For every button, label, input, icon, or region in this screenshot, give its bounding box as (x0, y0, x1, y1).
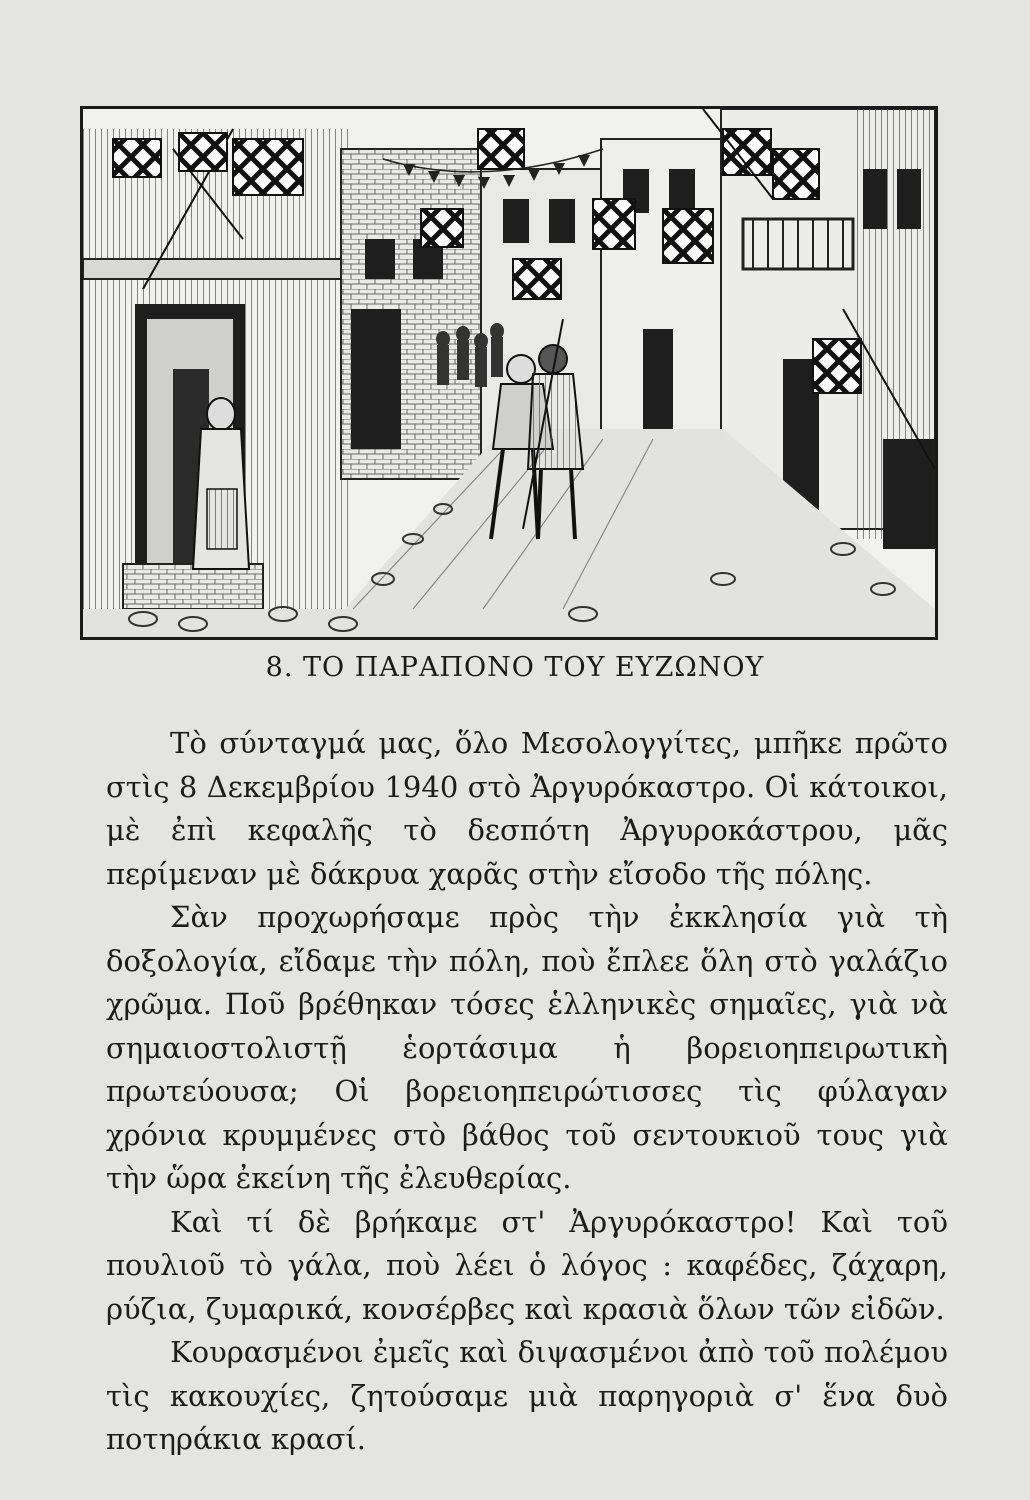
chapter-heading (0, 652, 1030, 683)
chapter-title: ΤΟ ΠΑΡΑΠΟΝΟ ΤΟΥ ΕΥΖΩΝΟΥ (303, 652, 765, 683)
chapter-number: 8. (265, 652, 294, 683)
paragraph-2: Σὰν προχωρήσαμε πρὸς τὴν ἐκκλησία γιὰ τὴ δοξολογία, εἴδαμε τὴν πόλη, ποὺ ἔπλεε ὅλη στὸ γαλάζιο χρῶμα. Ποῦ βρέθηκαν τόσες ἑλληνικὲς σημαῖες, γιὰ νὰ σημαιοστολιστῇ ἑορτάσιμα ἡ βορειοηπειρωτικὴ πρωτεύουσα; Οἱ βορειοηπειρώτισσες τὶς φύλαγαν χρόνια κρυμμένες στὸ βάθος τοῦ σεντουκιοῦ τους γιὰ τὴν ὥρα ἐκείνη τῆς ἐλευθερίας. (106, 900, 948, 1195)
paragraph-4: Κουρασμένοι ἐμεῖς καὶ διψασμένοι ἀπὸ τοῦ πολέμου τὶς κακουχίες, ζητούσαμε μιὰ παρηγοριὰ σ' ἕνα δυὸ ποτηράκια κρασί. (106, 1335, 948, 1456)
illustration (80, 106, 938, 640)
paragraph-3: Καὶ τί δὲ βρήκαμε στ' Ἀργυρόκαστρο! Καὶ τοῦ πουλιοῦ τὸ γάλα, ποὺ λέει ὁ λόγος : καφέδες, ζάχαρη, ρύζια, ζυμαρικά, κονσέρβες καὶ κρασιὰ ὅλων τῶν εἰδῶν. (106, 1204, 948, 1326)
paragraph-1: Τὸ σύνταγμά μας, ὅλο Μεσολογγίτες, μπῆκε πρῶτο στὶς 8 Δεκεμβρίου 1940 στὸ Ἀργυρόκαστρο. Οἱ κάτοικοι, μὲ ἐπὶ κεφαλῆς τὸ δεσπότη Ἀργυροκάστρου, μᾶς περίμεναν μὲ δάκρυα χαρᾶς στὴν εἴσοδο τῆς πόλης. (106, 726, 948, 891)
chapter-body (106, 722, 948, 1462)
village-street-with-flags-illustration (83, 109, 935, 637)
